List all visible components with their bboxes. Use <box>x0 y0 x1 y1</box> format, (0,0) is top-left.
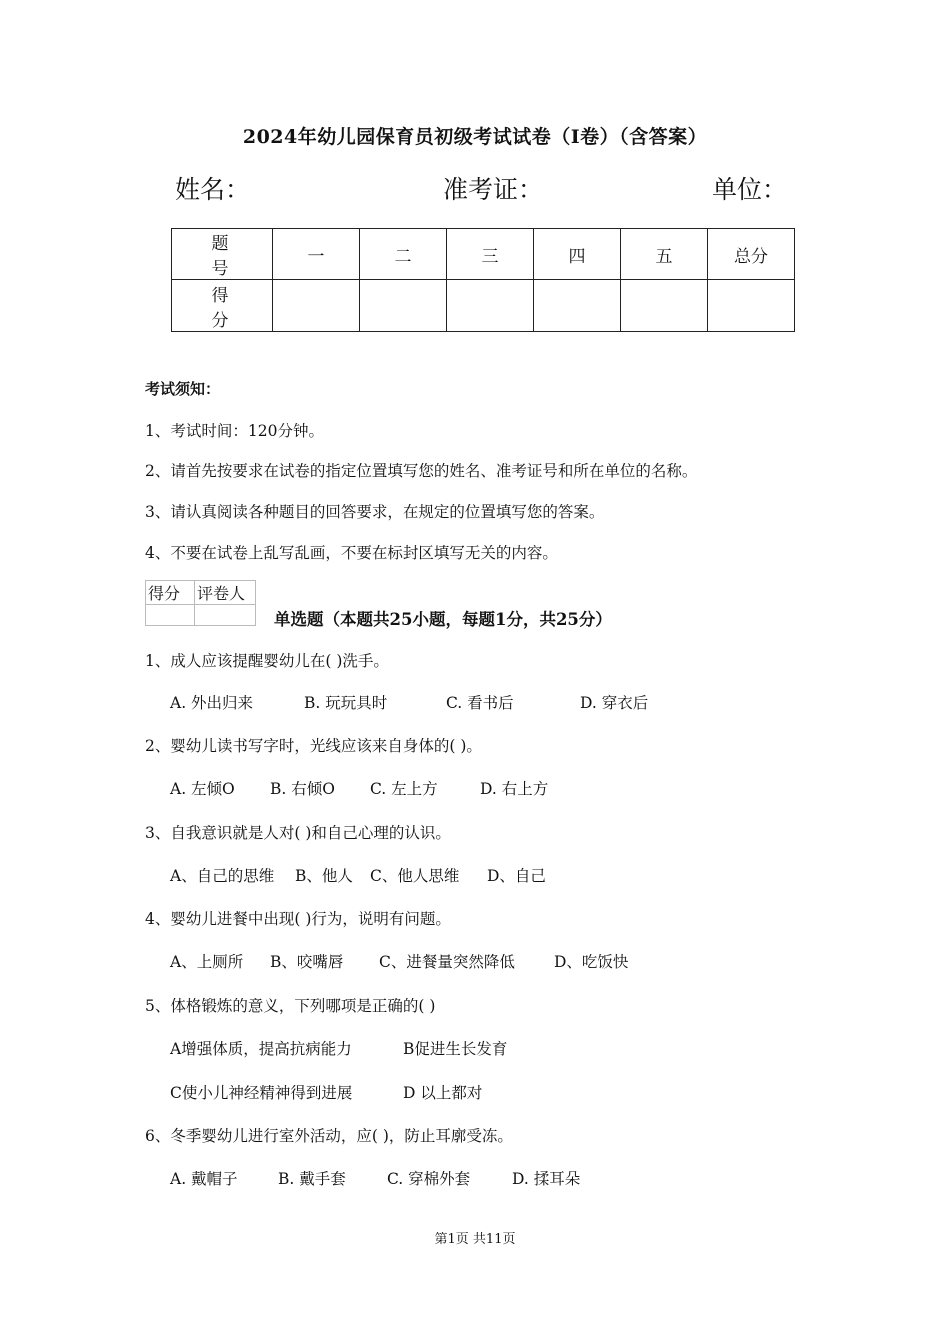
score-cell-label: 得 分 <box>172 280 273 332</box>
option: C. 穿棉外套 <box>387 1170 471 1188</box>
option: B、他人 <box>295 867 353 885</box>
grader-reviewer-label: 评卷人 <box>195 581 256 605</box>
option: D、吃饭快 <box>554 953 629 971</box>
exam-id-label: 准考证： <box>443 175 544 204</box>
score-cell-label: 题 号 <box>172 229 273 280</box>
option: C使小儿神经精神得到进展 <box>170 1084 353 1102</box>
notice-heading: 考试须知： <box>145 380 221 398</box>
page-footer: 第1页 共11页 <box>434 1232 516 1247</box>
unit-label: 单位： <box>712 175 788 204</box>
option: C. 左上方 <box>370 780 438 798</box>
score-table-header-row <box>172 229 795 280</box>
question-text: 3、自我意识就是人对( )和自己心理的认识。 <box>145 824 451 842</box>
option: B. 戴手套 <box>278 1170 346 1188</box>
score-cell: 五 <box>621 229 708 280</box>
notice-item: 2、请首先按要求在试卷的指定位置填写您的姓名、准考证号和所在单位的名称。 <box>145 462 698 480</box>
document-title: 2024年幼儿园保育员初级考试试卷（I卷）（含答案） <box>242 126 708 148</box>
option: B促进生长发育 <box>403 1040 508 1058</box>
option: B. 右倾O <box>270 780 335 798</box>
score-input-cell[interactable] <box>621 280 708 332</box>
score-input-cell[interactable] <box>534 280 621 332</box>
score-table <box>171 228 795 332</box>
name-label: 姓名： <box>175 175 251 204</box>
notice-item: 3、请认真阅读各种题目的回答要求，在规定的位置填写您的答案。 <box>145 503 605 521</box>
score-input-cell[interactable] <box>273 280 360 332</box>
score-cell: 三 <box>447 229 534 280</box>
score-input-cell[interactable] <box>447 280 534 332</box>
option: A. 戴帽子 <box>170 1170 238 1188</box>
option: D. 右上方 <box>480 780 549 798</box>
option: B. 玩玩具时 <box>304 694 388 712</box>
score-table-score-row <box>172 280 795 332</box>
option: C、进餐量突然降低 <box>379 953 515 971</box>
score-cell-total: 总分 <box>708 229 795 280</box>
question-text: 2、婴幼儿读书写字时，光线应该来自身体的( )。 <box>145 737 482 755</box>
question-text: 4、婴幼儿进餐中出现( )行为，说明有问题。 <box>145 910 451 928</box>
option: A、自己的思维 <box>170 867 275 885</box>
option: A增强体质，提高抗病能力 <box>170 1040 352 1058</box>
notice-item: 1、考试时间：120分钟。 <box>145 422 324 440</box>
question-text: 1、成人应该提醒婴幼儿在( )洗手。 <box>145 652 389 670</box>
grader-score-cell[interactable] <box>146 605 195 626</box>
option: D. 穿衣后 <box>580 694 649 712</box>
notice-item: 4、不要在试卷上乱写乱画，不要在标封区填写无关的内容。 <box>145 544 558 562</box>
option: A. 左倾O <box>170 780 235 798</box>
option: D. 揉耳朵 <box>512 1170 581 1188</box>
grader-reviewer-cell[interactable] <box>195 605 256 626</box>
option: D、自己 <box>487 867 546 885</box>
option: D 以上都对 <box>403 1084 483 1102</box>
question-text: 5、体格锻炼的意义，下列哪项是正确的( ) <box>145 997 436 1015</box>
score-input-cell[interactable] <box>360 280 447 332</box>
grader-box <box>145 580 256 626</box>
section-title: 单选题（本题共25小题，每题1分，共25分） <box>274 610 612 629</box>
option: B、咬嘴唇 <box>270 953 344 971</box>
score-cell: 一 <box>273 229 360 280</box>
option: C、他人思维 <box>370 867 460 885</box>
question-text: 6、冬季婴幼儿进行室外活动，应( )，防止耳廓受冻。 <box>145 1127 513 1145</box>
score-input-cell[interactable] <box>708 280 795 332</box>
option: C. 看书后 <box>446 694 514 712</box>
score-cell: 四 <box>534 229 621 280</box>
grader-score-label: 得分 <box>146 581 195 605</box>
option: A、上厕所 <box>170 953 244 971</box>
option: A. 外出归来 <box>170 694 254 712</box>
score-cell: 二 <box>360 229 447 280</box>
